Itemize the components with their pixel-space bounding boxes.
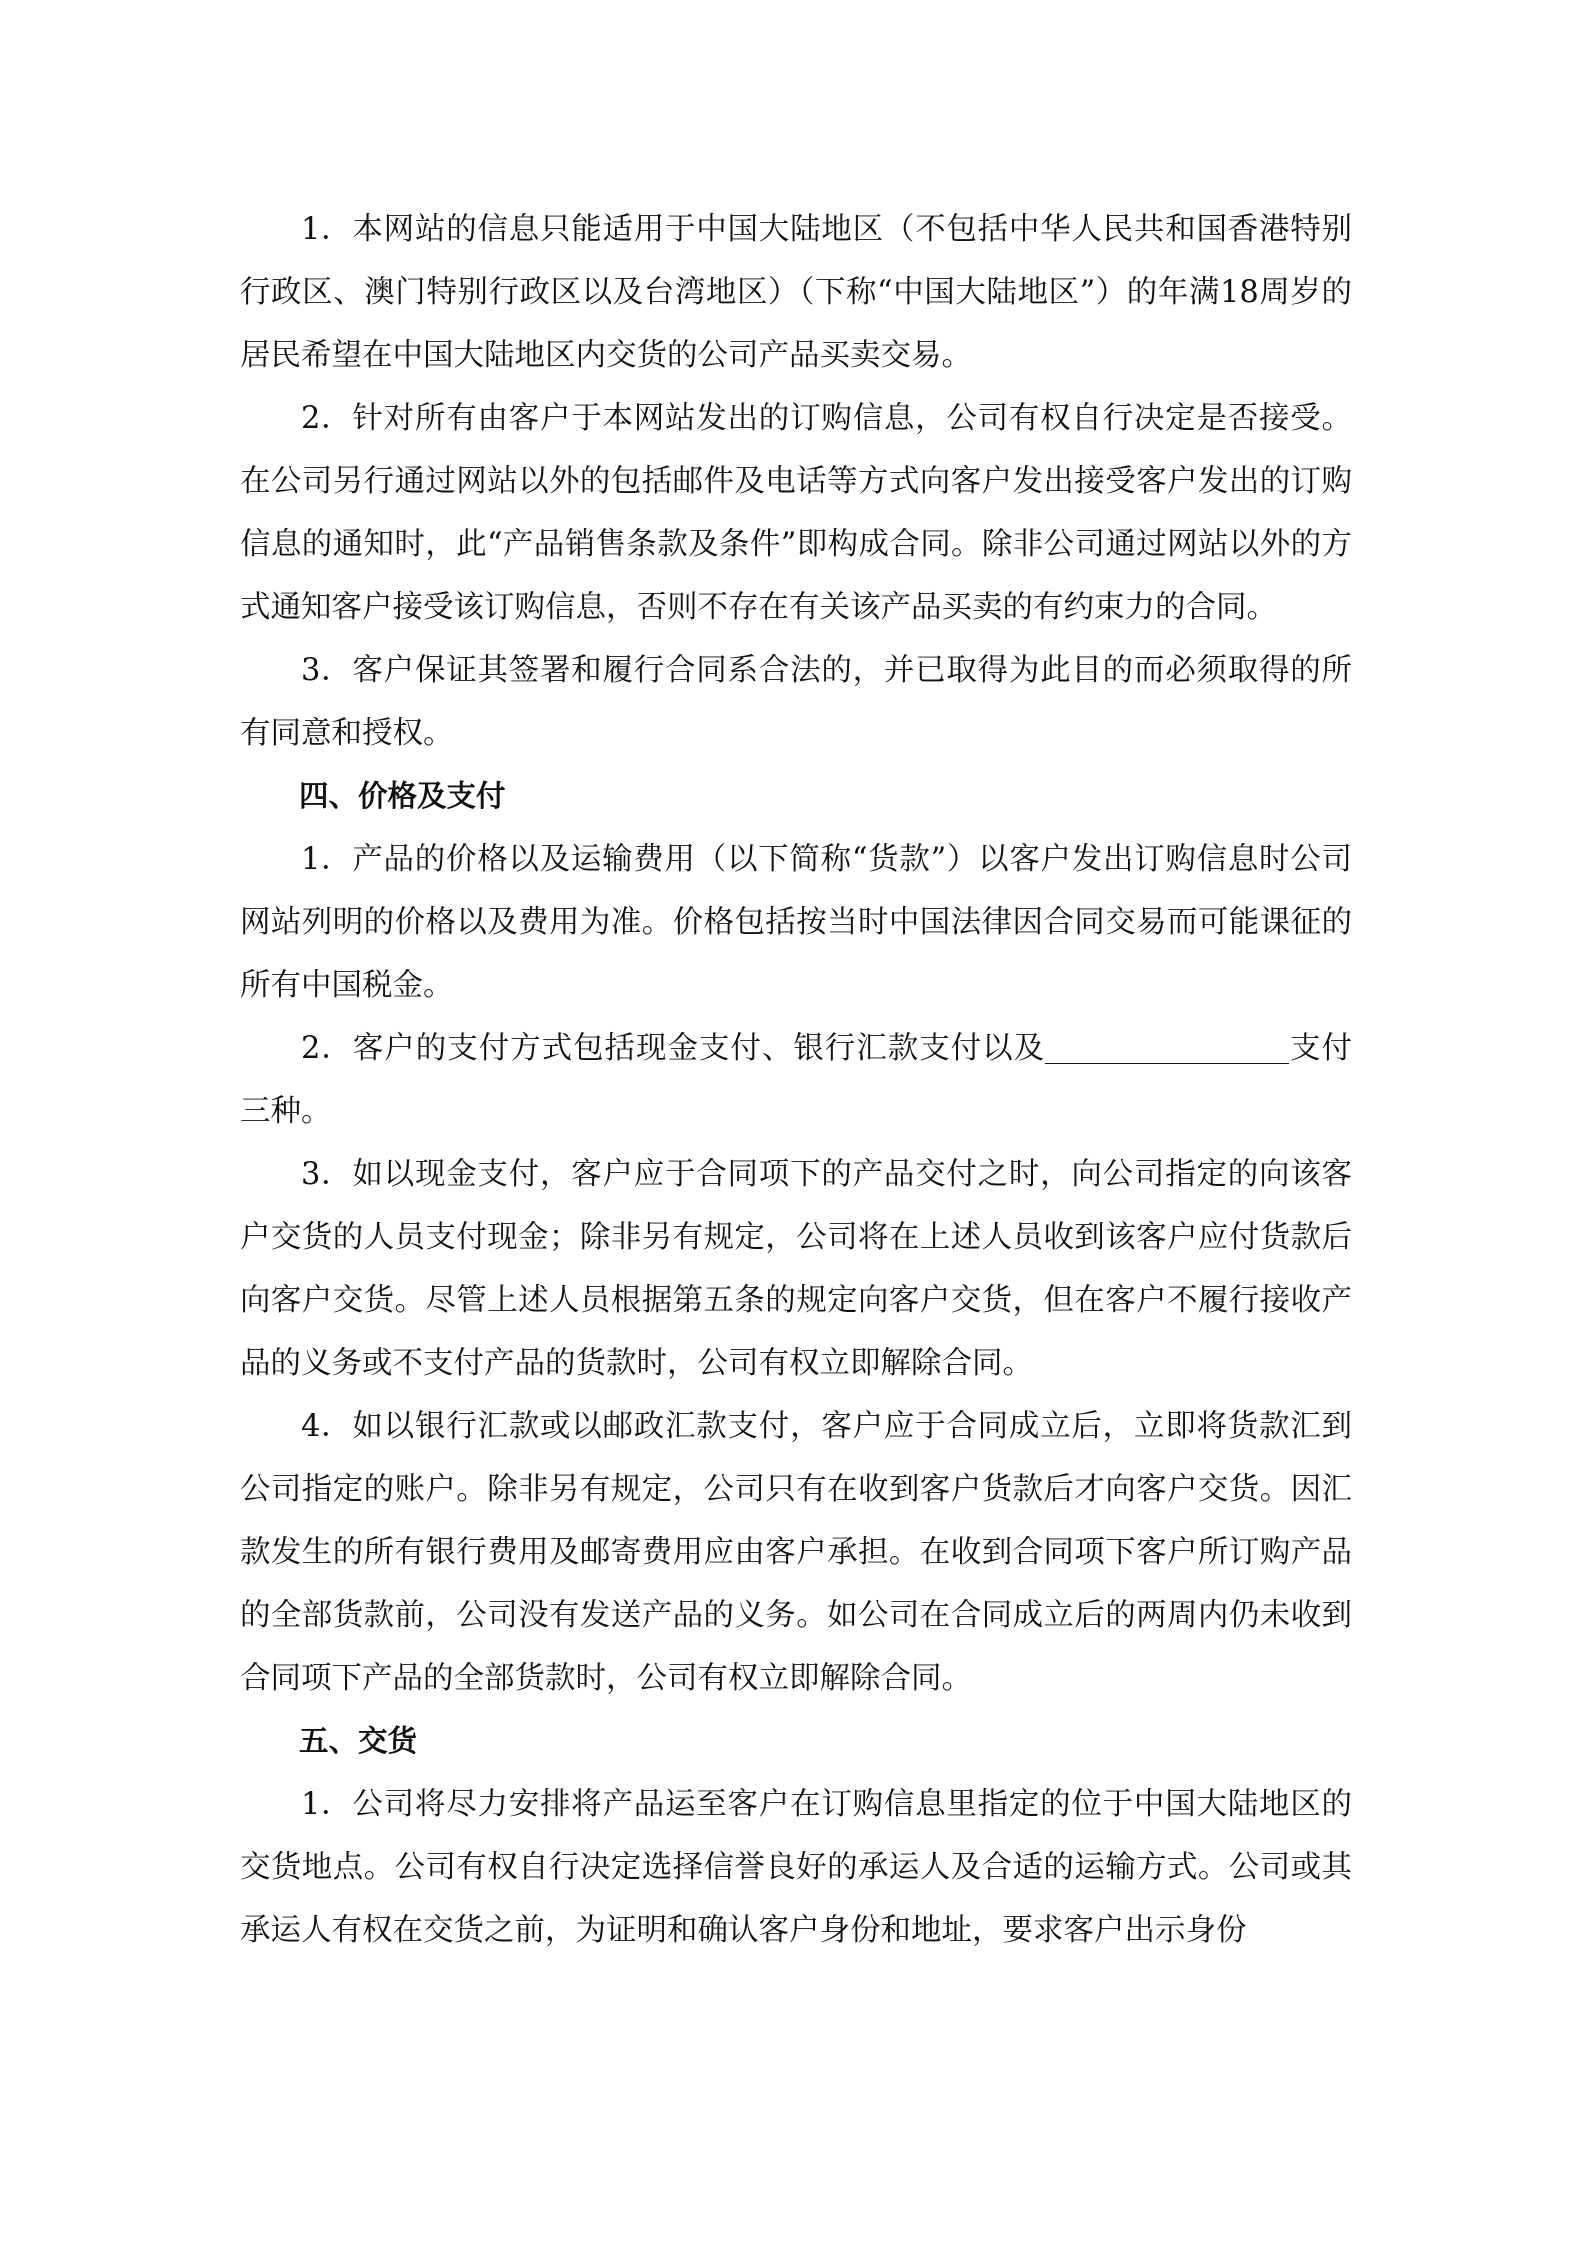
clause-3-3: 3．客户保证其签署和履行合同系合法的，并已取得为此目的而必须取得的所有同意和授权。	[240, 653, 1352, 751]
clause-3-2: 2．针对所有由客户于本网站发出的订购信息，公司有权自行决定是否接受。在公司另行通过网站以外的包括邮件及电话等方式向客户发出接受客户发出的订购信息的通知时，此“产品销售条款及条件”即构成合同。除非公司通过网站以外的方式通知客户接受该订购信息，否则不存在有关该产品买卖的有约束力的合同。	[240, 401, 1352, 625]
clause-4-2-text-before: 2．客户的支付方式包括现金支付、银行汇款支付以及	[301, 1031, 1046, 1066]
document-body	[240, 198, 1352, 1962]
section-heading-delivery: 五、交货	[299, 1724, 418, 1758]
clause-4-4: 4．如以银行汇款或以邮政汇款支付，客户应于合同成立后，立即将货款汇到公司指定的账户。除非另有规定，公司只有在收到客户货款后才向客户交货。因汇款发生的所有银行费用及邮寄费用应由客户承担。在收到合同项下客户所订购产品的全部货款前，公司没有发送产品的义务。如公司在合同成立后的两周内仍未收到合同项下产品的全部货款时，公司有权立即解除合同。	[240, 1409, 1352, 1696]
section-heading-price-payment: 四、价格及支付	[299, 779, 506, 813]
clause-4-2-text-after: 支付三种。	[240, 1031, 1353, 1129]
clause-3-1: 1．本网站的信息只能适用于中国大陆地区（不包括中华人民共和国香港特别行政区、澳门特别行政区以及台湾地区）（下称“中国大陆地区”）的年满18周岁的居民希望在中国大陆地区内交货的公司产品买卖交易。	[240, 212, 1352, 373]
payment-method-blank	[1045, 1031, 1289, 1064]
clause-5-1: 1．公司将尽力安排将产品运至客户在订购信息里指定的位于中国大陆地区的交货地点。公司有权自行决定选择信誉良好的承运人及合适的运输方式。公司或其承运人有权在交货之前，为证明和确认客户身份和地址，要求客户出示身份	[240, 1787, 1352, 1948]
clause-4-3: 3．如以现金支付，客户应于合同项下的产品交付之时，向公司指定的向该客户交货的人员支付现金；除非另有规定，公司将在上述人员收到该客户应付货款后向客户交货。尽管上述人员根据第五条的规定向客户交货，但在客户不履行接收产品的义务或不支付产品的货款时，公司有权立即解除合同。	[240, 1157, 1352, 1381]
clause-4-2	[240, 1017, 1352, 1143]
clause-4-1: 1．产品的价格以及运输费用（以下简称“货款”）以客户发出订购信息时公司网站列明的价格以及费用为准。价格包括按当时中国法律因合同交易而可能课征的所有中国税金。	[240, 842, 1352, 1003]
